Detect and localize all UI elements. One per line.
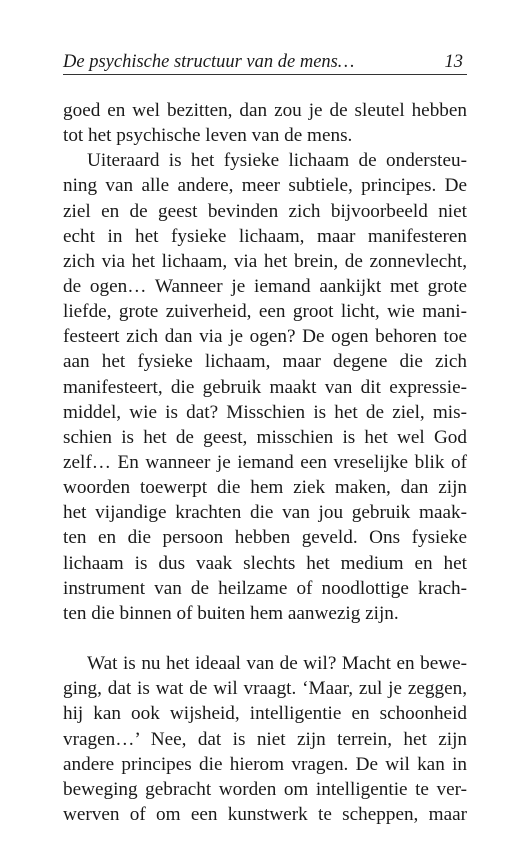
text-line: andere principes die hierom vragen. De wil kan in bbox=[63, 753, 467, 775]
text-line: goed en wel bezitten, dan zou je de sleutel hebben bbox=[63, 100, 467, 121]
text-line: ning van alle andere, meer subtiele, principes. De bbox=[63, 175, 467, 197]
text-line: aan het fysieke lichaam, maar degene die zich bbox=[63, 351, 467, 373]
text-line: vragen…’ Nee, dat is niet zijn terrein, het zijn bbox=[63, 728, 467, 750]
text-line: ziel en de geest bevinden zich bijvoorbeeld niet bbox=[63, 200, 467, 222]
text-line: liefde, grote zuiverheid, een groot licht, wie mani- bbox=[63, 301, 467, 323]
text-line: lichaam is dus vaak slechts het medium en het bbox=[63, 552, 467, 574]
text-line: Uiteraard is het fysieke lichaam de ondersteu- bbox=[87, 150, 467, 172]
text-line: instrument van de heilzame of noodlottige krach- bbox=[63, 577, 467, 599]
text-line: schien is het de geest, misschien is het wel God bbox=[63, 426, 467, 448]
text-line: woorden toewerpt die hem ziek maken, dan zijn bbox=[63, 477, 467, 499]
body-text bbox=[63, 98, 467, 827]
text-line: ten en die persoon hebben geveld. Ons fysieke bbox=[63, 527, 467, 549]
running-header bbox=[63, 50, 467, 75]
text-line: echt in het fysieke lichaam, maar manifesteren bbox=[63, 225, 467, 247]
text-line: tot het psychische leven van de mens. bbox=[63, 125, 353, 147]
text-line: de ogen… Wanneer je iemand aankijkt met grote bbox=[63, 275, 467, 297]
text-line: ten die binnen of buiten hem aanwezig zijn. bbox=[63, 602, 399, 624]
text-line: werven of om een kunstwerk te scheppen, maar bbox=[63, 803, 467, 825]
text-line: zich via het lichaam, via het brein, de zonnevlecht, bbox=[63, 250, 467, 272]
page-number: 13 bbox=[444, 52, 463, 72]
text-line: ging, dat is wat de wil vraagt. ‘Maar, zul je zeggen, bbox=[63, 678, 467, 700]
text-line: beweging gebracht worden om intelligentie te ver- bbox=[63, 778, 467, 800]
text-line: Wat is nu het ideaal van de wil? Macht en bewe- bbox=[87, 653, 467, 675]
text-line: hij kan ook wijsheid, intelligentie en schoonheid bbox=[63, 703, 467, 725]
text-line: middel, wie is dat? Misschien is het de ziel, mis- bbox=[63, 401, 467, 423]
running-title: De psychische structuur van de mens… bbox=[63, 52, 355, 72]
text-line: het vijandige krachten die van jou gebruik maak- bbox=[63, 502, 467, 524]
text-line: zelf… En wanneer je iemand een vreselijke blik of bbox=[63, 451, 467, 473]
text-line: manifesteert, die gebruik maakt van dit expressie- bbox=[63, 376, 467, 398]
paragraph-gap bbox=[63, 626, 467, 651]
text-line: festeert zich dan via je ogen? De ogen behoren toe bbox=[63, 326, 467, 348]
